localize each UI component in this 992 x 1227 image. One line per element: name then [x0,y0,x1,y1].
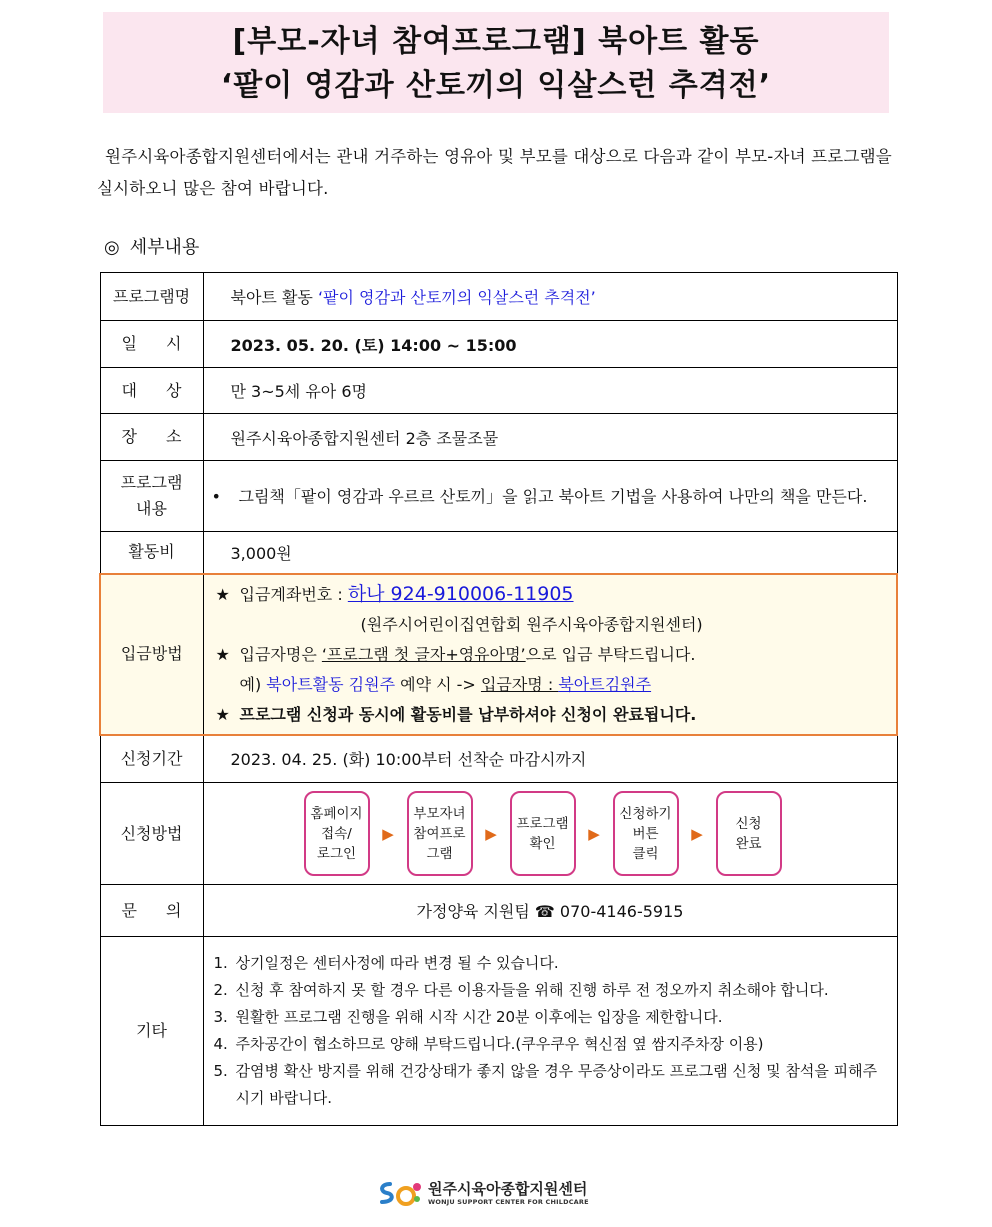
row-content [100,461,897,532]
etc-list [204,950,897,1112]
payment-notice: 프로그램 신청과 동시에 활동비를 납부하셔야 신청이 완료됩니다. [239,704,697,724]
row-place [100,414,897,461]
footer-logo [376,1178,589,1208]
title-line-1: [부모-자녀 참여프로그램] 북아트 활동 [232,24,760,59]
center-logo-icon [376,1178,424,1208]
section-heading-text: 세부내용 [129,237,200,258]
detail-table [99,272,898,1126]
row-period [100,735,897,783]
example-mid: 예약 시 -> [395,674,481,694]
label-payment: 입금방법 [100,574,203,735]
list-item: 4. 주차공간이 협소하므로 양해 부탁드립니다.(쿠우쿠우 혁신점 옆 쌈지주차장 이용) [213,1035,764,1053]
list-item: 2. 신청 후 참여하지 못 할 경우 다른 이용자들을 위해 진행 하루 전 정오까지 취소해야 합니다. [213,981,829,999]
row-program-name [100,273,897,321]
label-fee: 활동비 [100,532,203,574]
value-target: 만 3~5세 유아 6명 [203,368,897,414]
arrow-right-icon: ▶ [382,824,394,843]
step-parent-child-program: 부모자녀 참여프로 그램 [407,791,473,876]
row-etc [100,937,897,1126]
payment-account-line [216,579,897,610]
row-date [100,321,897,368]
program-name-prefix: 북아트 활동 [230,288,318,307]
title-line-2: ‘팥이 영감과 산토끼의 익살스런 추격전’ [220,68,772,103]
row-fee [100,532,897,574]
label-target: 대 상 [121,380,194,400]
section-heading [104,233,199,259]
example-label: 입금자명 : [480,674,559,694]
arrow-right-icon: ▶ [485,824,497,843]
value-contact: 가정양육 지원팀 ☎ 070-4146-5915 [203,885,897,937]
value-method [203,783,897,885]
step-apply-button-click: 신청하기 버튼 클릭 [613,791,679,876]
label-content-line-2: 내용 [136,499,167,518]
list-item: 1. 상기일정은 센터사정에 따라 변경 될 수 있습니다. [213,954,559,972]
footer-name-en: WONJU SUPPORT CENTER FOR CHILDCARE [428,1197,589,1206]
value-date: 2023. 05. 20. (토) 14:00 ~ 15:00 [203,321,897,368]
label-content [100,461,203,532]
arrow-right-icon: ▶ [691,824,703,843]
row-target [100,368,897,414]
account-label: 입금계좌번호 : [239,584,348,604]
list-item: 5. 감염병 확산 방지를 위해 건강상태가 좋지 않을 경우 무증상이라도 프로그램 신청 및 참석을 피해주시기 바랍니다. [213,1062,878,1107]
row-method [100,783,897,885]
label-program-name: 프로그램명 [100,273,203,321]
step-program-check: 프로그램 확인 [510,791,576,876]
example-name: 북아트활동 김원주 [266,674,396,694]
value-program-name [203,273,897,321]
application-steps [204,791,897,876]
bullet-icon: • [211,486,221,506]
value-period: 2023. 04. 25. (화) 10:00부터 선착순 마감시까지 [203,735,897,783]
value-content [203,461,897,532]
label-content-line-1: 프로그램 [120,473,183,492]
payment-example-line [216,670,897,700]
name-rule-format: ‘프로그램 첫 글자+영유아명’ [321,644,526,664]
step-apply-complete: 신청 완료 [716,791,782,876]
label-place: 장 소 [121,427,194,446]
value-fee: 3,000원 [203,532,897,574]
label-method: 신청방법 [100,783,203,885]
intro-paragraph: 원주시육아종합지원센터에서는 관내 거주하는 영유아 및 부모를 대상으로 다음과 같이 부모-자녀 프로그램을 실시하오니 많은 참여 바랍니다. [97,147,892,198]
name-rule-post: 으로 입금 부탁드립니다. [525,644,696,664]
title-banner [103,12,889,113]
star-icon: ★ [215,644,230,664]
star-icon: ★ [215,584,230,604]
step-homepage-login: 홈페이지 접속/ 로그인 [304,791,370,876]
name-rule-pre: 입금자명은 [239,644,322,664]
value-place: 원주시육아종합지원센터 2층 조물조물 [203,414,897,461]
list-item: 3. 원활한 프로그램 진행을 위해 시작 시간 20분 이후에는 입장을 제한합니다. [213,1008,723,1026]
payment-notice-line [216,700,897,730]
footer-name-ko: 원주시육아종합지원센터 [428,1179,588,1198]
label-contact: 문 의 [121,900,194,920]
program-name-title: ‘팥이 영감과 산토끼의 익살스런 추격전’ [317,288,596,307]
double-circle-icon: ◎ [104,237,120,258]
label-etc: 기타 [100,937,203,1126]
example-pre: 예) [239,674,267,694]
value-payment [203,574,897,735]
arrow-right-icon: ▶ [588,824,600,843]
star-icon: ★ [215,704,230,724]
row-payment [100,574,897,735]
label-date: 일 시 [121,334,194,353]
row-contact [100,885,897,937]
label-period: 신청기간 [100,735,203,783]
example-value: 북아트김원주 [558,674,652,694]
account-number: 하나 924-910006-11905 [347,582,574,605]
account-holder: (원주시어린이집연합회 원주시육아종합지원센터) [360,614,703,634]
content-text: 그림책「팥이 영감과 우르르 산토끼」을 읽고 북아트 기법을 사용하여 나만의 책을 만든다. [238,486,868,506]
value-etc [203,937,897,1126]
payment-name-rule-line [216,640,897,670]
